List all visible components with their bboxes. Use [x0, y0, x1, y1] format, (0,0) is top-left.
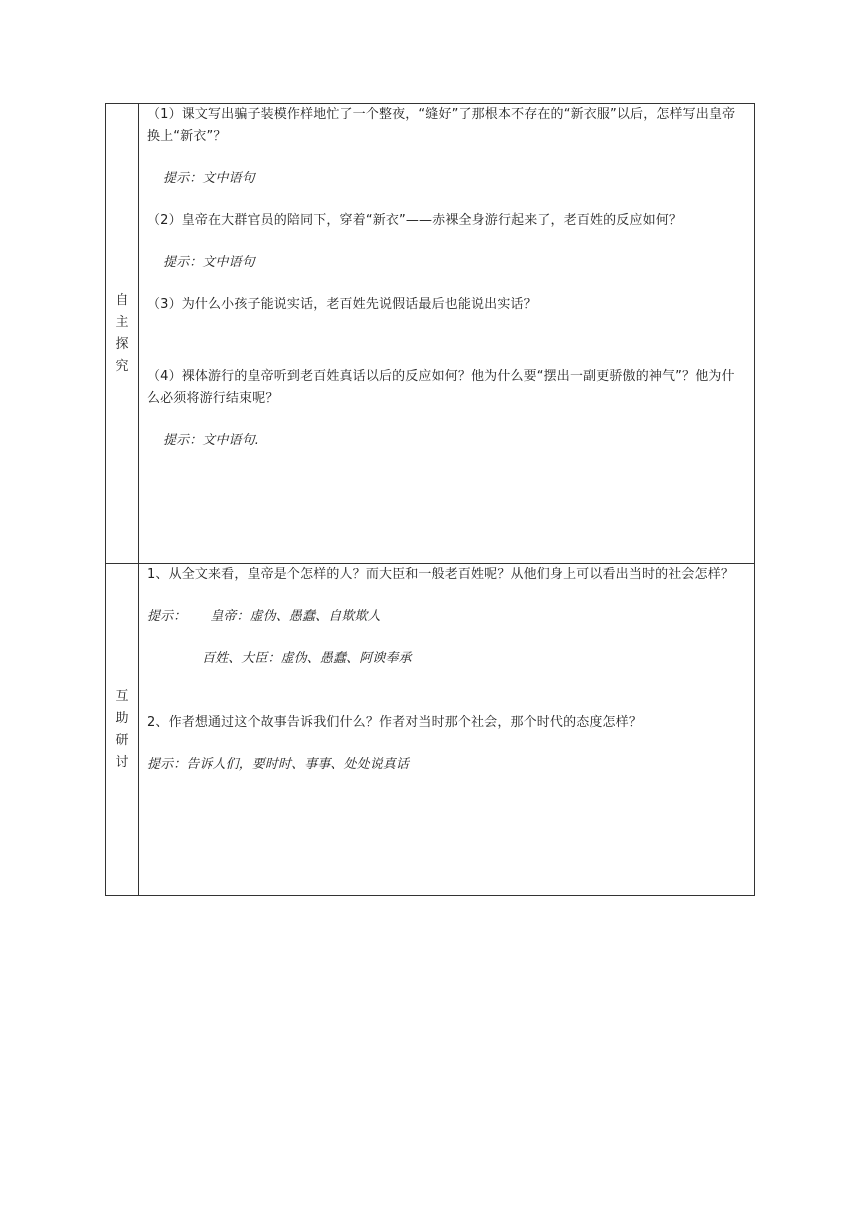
hint-5-line-1: [147, 606, 746, 628]
section-row-self-study: [106, 104, 755, 564]
question-2: （2）皇帝在大群官员的陪同下，穿着“新衣”——赤裸全身游行起来了，老百姓的反应如何？: [147, 213, 683, 228]
question-3: （3）为什么小孩子能说实话，老百姓先说假话最后也能说出实话？: [147, 297, 537, 312]
question-6: 2、作者想通过这个故事告诉我们什么？作者对当时那个社会，那个时代的态度怎样？: [147, 715, 642, 730]
section-content: [139, 104, 755, 564]
hint-2: 提示：文中语句: [163, 255, 255, 270]
section-content: [139, 564, 755, 896]
question-1: （1）课文写出骗子装模作样地忙了一个整夜，“缝好”了那根本不存在的“新衣服”以后，怎样写出皇帝换上“新衣”？: [147, 107, 736, 144]
question-4: （4）裸体游行的皇帝听到老百姓真话以后的反应如何？他为什么要“摆出一副更骄傲的神气”？他为什么必须将游行结束呢？: [147, 369, 735, 406]
section-label: 自主探究: [115, 292, 129, 374]
hint-answer-emperor: 皇帝：虚伪、愚蠢、自欺欺人: [210, 609, 381, 624]
section-row-discussion: [106, 564, 755, 896]
question-5: 1、从全文来看，皇帝是个怎样的人？而大臣和一般老百姓呢？从他们身上可以看出当时的社会怎样？: [147, 567, 735, 582]
hint-5-line-2: 百姓、大臣：虚伪、愚蠢、阿谀奉承: [202, 651, 412, 666]
hint-6: 提示：告诉人们，要时时、事事、处处说真话: [147, 757, 410, 772]
section-label-cell: [106, 104, 139, 564]
section-label-cell: [106, 564, 139, 896]
section-label: 互助研讨: [115, 688, 129, 770]
worksheet-table: [105, 103, 755, 896]
hint-4: 提示：文中语句.: [163, 433, 259, 448]
hint-prefix: 提示：: [147, 609, 187, 624]
hint-1: 提示：文中语句: [163, 171, 255, 186]
